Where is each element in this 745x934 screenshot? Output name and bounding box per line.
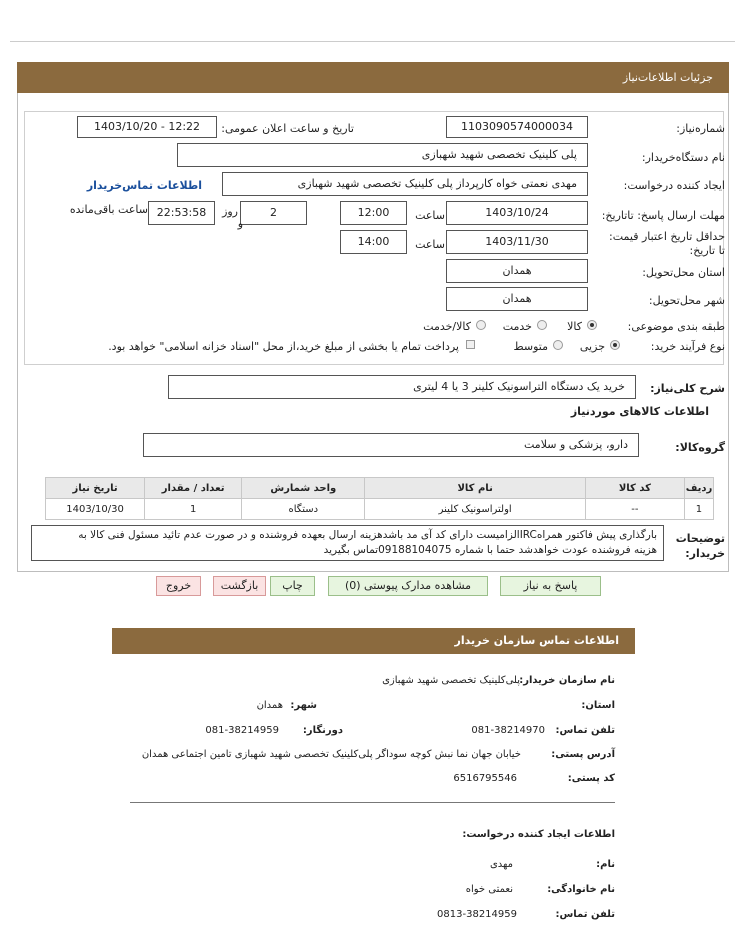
- table-header-row: [46, 478, 714, 499]
- contact-fax-value: 081-38214959: [205, 725, 279, 736]
- remaining-time-field[interactable]: 22:53:58: [148, 201, 215, 225]
- category-radio-service[interactable]: [537, 320, 547, 330]
- description-label: شرح کلی‌نیاز:: [650, 382, 725, 395]
- process-label: نوع فرآیند خرید:: [650, 340, 725, 353]
- process-option-minor: جزیی: [579, 340, 605, 353]
- announce-label: تاریخ و ساعت اعلان عمومی:: [221, 122, 354, 135]
- city-field[interactable]: همدان: [446, 287, 588, 311]
- goods-section-title: اطلاعات کالاهای موردنیاز: [570, 405, 709, 418]
- group-label: گروه‌کالا:: [675, 441, 725, 454]
- cell-date: 1403/10/30: [46, 499, 145, 520]
- creator-info-title: اطلاعات ایجاد کننده درخواست:: [462, 829, 615, 840]
- print-button[interactable]: چاپ: [270, 576, 315, 596]
- notes-field[interactable]: [31, 525, 664, 561]
- city-label: شهر محل‌تحویل:: [648, 294, 725, 307]
- contact-org-label: نام سازمان خریدار:: [519, 675, 615, 686]
- creator-name-value: مهدی: [489, 859, 513, 870]
- details-title: جزئیات اطلاعات‌نیاز: [622, 71, 713, 84]
- category-option-both: کالا/خدمت: [423, 320, 471, 333]
- validity-time-label: ساعت: [415, 238, 445, 251]
- treasury-checkbox[interactable]: [466, 340, 475, 349]
- category-option-service: خدمت: [502, 320, 532, 333]
- payment-note: پرداخت تمام یا بخشی از مبلغ خرید،از محل "اسناد خزانه اسلامی" خواهد بود.: [108, 340, 459, 353]
- description-field[interactable]: خرید یک دستگاه التراسونیک کلینر 3 یا 4 لیتری: [168, 375, 636, 399]
- contact-postal-value: 6516795546: [453, 773, 517, 784]
- contact-address-label: آدرس پستی:: [551, 749, 615, 760]
- cell-unit: دستگاه: [242, 499, 365, 520]
- process-radio-medium[interactable]: [553, 340, 563, 350]
- days-field[interactable]: 2: [240, 201, 307, 225]
- col-date: تاریخ نیاز: [46, 478, 145, 499]
- creator-field[interactable]: مهدی نعمتی خواه کارپرداز پلی کلینیک تخصصی شهید شهبازی: [222, 172, 588, 196]
- validity-date-field[interactable]: 1403/11/30: [446, 230, 588, 254]
- contact-divider: [130, 802, 615, 803]
- creator-family-value: نعمتی خواه: [465, 884, 513, 895]
- contact-org-value: پلی‌کلینیک تخصصی شهید شهبازی: [382, 675, 520, 686]
- cell-row: 1: [684, 499, 713, 520]
- col-code: کد کالا: [585, 478, 684, 499]
- need-number-field[interactable]: 1103090574000034: [446, 116, 588, 138]
- deadline-label: مهلت ارسال پاسخ: تاتاریخ:: [601, 209, 725, 222]
- reply-button[interactable]: پاسخ به نیاز: [500, 576, 601, 596]
- creator-name-label: نام:: [596, 859, 615, 870]
- need-number-label: شماره‌نیاز:: [676, 122, 725, 135]
- contact-address-value: خیابان جهان نما نبش کوچه سوداگر پلی‌کلینیک تخصصی شهید شهبازی تامین اجتماعی همدان: [141, 749, 521, 760]
- back-button[interactable]: بازگشت: [213, 576, 266, 596]
- contact-fax-label: دورنگار:: [302, 725, 343, 736]
- category-radio-both[interactable]: [476, 320, 486, 330]
- contact-header: [112, 628, 635, 654]
- deadline-time-field[interactable]: 12:00: [340, 201, 407, 225]
- goods-table: [45, 477, 714, 520]
- buyer-org-field[interactable]: پلی کلینیک تخصصی شهید شهبازی: [177, 143, 588, 167]
- process-option-medium: متوسط: [513, 340, 548, 353]
- announce-field[interactable]: 1403/10/20 - 12:22: [77, 116, 217, 138]
- attachments-button[interactable]: مشاهده مدارک پیوستی (0): [328, 576, 488, 596]
- cell-code: --: [585, 499, 684, 520]
- contact-header-title: اطلاعات تماس سازمان خریدار: [454, 634, 619, 647]
- deadline-date-field[interactable]: 1403/10/24: [446, 201, 588, 225]
- buyer-contact-link[interactable]: اطلاعات تماس‌خریدار: [86, 179, 202, 192]
- validity-time-field[interactable]: 14:00: [340, 230, 407, 254]
- buyer-org-label: نام دستگاه‌خریدار:: [641, 151, 725, 164]
- contact-phone-value: 081-38214970: [471, 725, 545, 736]
- contact-phone-label: تلفن تماس:: [555, 725, 615, 736]
- cell-qty: 1: [145, 499, 242, 520]
- col-name: نام کالا: [365, 478, 585, 499]
- process-radio-minor[interactable]: [610, 340, 620, 350]
- deadline-time-label: ساعت: [415, 209, 445, 222]
- creator-label: ایجاد کننده درخواست:: [623, 179, 725, 192]
- contact-city-label: شهر:: [290, 700, 317, 711]
- province-label: استان محل‌تحویل:: [642, 266, 725, 279]
- table-row[interactable]: [46, 499, 714, 520]
- category-option-goods: کالا: [567, 320, 582, 333]
- creator-family-label: نام خانوادگی:: [547, 884, 615, 895]
- remaining-label: ساعت باقی‌مانده: [69, 203, 148, 216]
- creator-phone-value: 0813-38214959: [437, 909, 517, 920]
- col-qty: تعداد / مقدار: [145, 478, 242, 499]
- and-label: و: [237, 217, 243, 230]
- contact-city-value: همدان: [256, 700, 283, 711]
- notes-label: توضیحات خریدار:: [675, 532, 725, 560]
- exit-button[interactable]: خروج: [156, 576, 201, 596]
- col-row: ردیف: [684, 478, 713, 499]
- validity-label-1: حداقل تاریخ اعتبار قیمت: تا تاریخ:: [609, 230, 725, 257]
- cell-name: اولتراسونیک کلینر: [365, 499, 585, 520]
- creator-phone-label: تلفن تماس:: [555, 909, 615, 920]
- notes-line-1: بارگذاری پیش فاکتور همراهIRCالزامیست دارای کد آی مد باشدهزینه ارسال بعهده فروشنده و در صورت عدم تائید مسئول فنی کالا به: [78, 529, 657, 541]
- col-unit: واحد شمارش: [242, 478, 365, 499]
- category-radio-goods[interactable]: [587, 320, 597, 330]
- top-divider: [10, 41, 735, 42]
- group-field[interactable]: دارو، پزشکی و سلامت: [143, 433, 639, 457]
- contact-postal-label: کد پستی:: [567, 773, 615, 784]
- days-label: روز: [222, 205, 238, 218]
- contact-province-label: استان:: [581, 700, 615, 711]
- details-header: [17, 62, 729, 93]
- province-field[interactable]: همدان: [446, 259, 588, 283]
- category-label: طبقه بندی موضوعی:: [627, 320, 725, 333]
- notes-line-2: هزینه فروشنده عودت خواهدشد حتما با شماره 09188104075تماس بگیرید: [323, 544, 657, 556]
